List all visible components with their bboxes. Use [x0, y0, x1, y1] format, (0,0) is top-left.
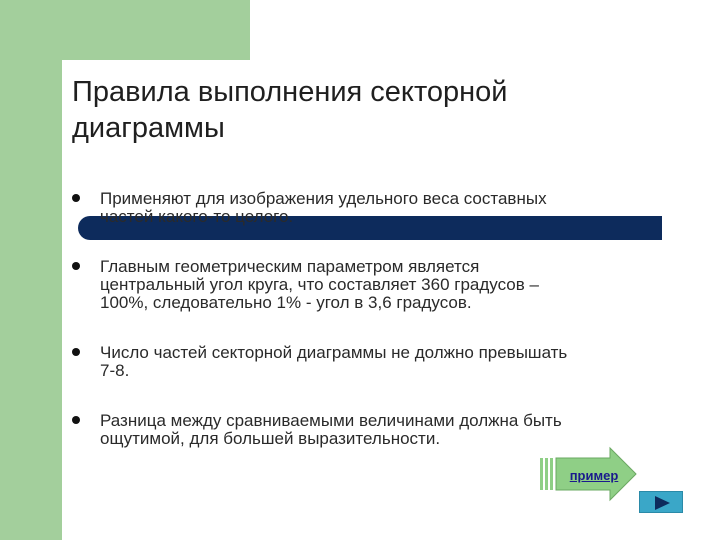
decorative-green-stripe-left [0, 0, 62, 540]
bullet-dot-icon [72, 194, 80, 202]
next-slide-button[interactable] [639, 491, 683, 513]
bullet-dot-icon [72, 262, 80, 270]
bullet-text: Разница между сравниваемыми величинами должна быть ощутимой, для большей выразительности. [100, 411, 562, 448]
example-button[interactable] [540, 446, 638, 502]
bullet-text: Число частей секторной диаграммы не должно превышать 7-8. [100, 343, 568, 380]
bullet-dot-icon [72, 348, 80, 356]
bullet-text: Главным геометрическим параметром является центральный угол круга, что составляет 360 градусов – 100%, следовательно 1% - угол в 3,6 градусов. [100, 257, 539, 312]
bullet-text: Применяют для изображения удельного веса составных частей какого-то целого. [100, 189, 547, 226]
example-button-label: пример [569, 468, 619, 483]
slide-title: Правила выполнения секторной диаграммы [72, 76, 508, 144]
play-next-icon [640, 492, 684, 514]
bullet-dot-icon [72, 416, 80, 424]
